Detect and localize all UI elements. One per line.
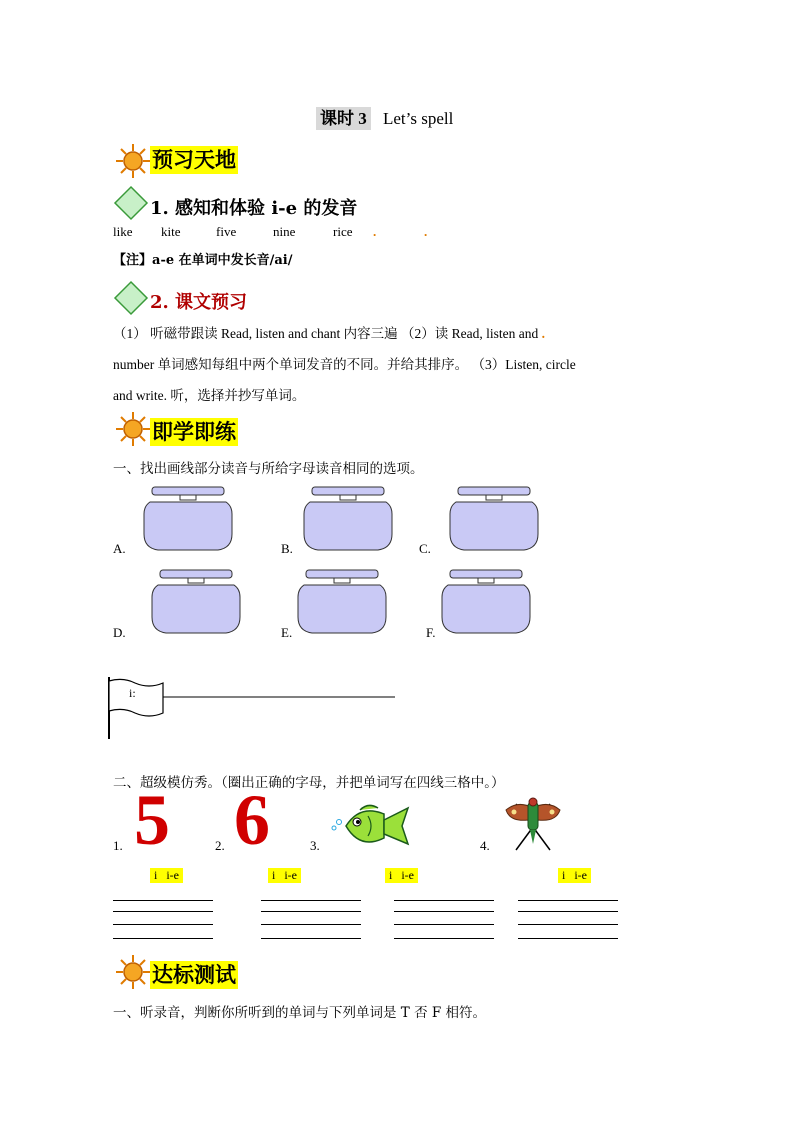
word-item: five <box>216 224 237 239</box>
writing-lines[interactable] <box>394 898 494 942</box>
sun-icon <box>114 142 152 180</box>
pic-number: 2. <box>215 838 225 853</box>
choice-option[interactable]: i <box>154 868 158 882</box>
pot-icon <box>448 484 540 554</box>
pic-number: 1. <box>113 838 123 853</box>
pot-icon <box>296 567 388 637</box>
section-heading-practice: 即学即练 <box>152 419 236 444</box>
option-label: F. <box>426 625 436 640</box>
word-item: like <box>113 224 133 239</box>
kite-icon <box>502 794 564 854</box>
digit-six: 6 <box>234 780 270 860</box>
option-label: E. <box>281 625 293 640</box>
option-label: C. <box>419 541 431 556</box>
lesson-number: 课时 3 <box>316 107 371 130</box>
word-item: nine <box>273 224 296 239</box>
word-dot: . <box>424 224 428 239</box>
diamond-icon <box>113 185 149 221</box>
choice-option[interactable]: i-e <box>401 868 414 882</box>
preview-item2-dot: . <box>541 326 545 341</box>
preview-item2-line2: number 单词感知每组中两个单词发音的不同。并给其排序。 （3）Listen, circle <box>113 357 576 372</box>
choice-option[interactable]: i-e <box>166 868 179 882</box>
option-label: B. <box>281 541 293 556</box>
writing-lines[interactable] <box>261 898 361 942</box>
section-heading-preview: 预习天地 <box>152 147 236 172</box>
pot-icon <box>440 567 532 637</box>
preview-item1-title: 1. 感知和体验 i-e 的发音 <box>150 198 358 219</box>
preview-item2-line1 <box>113 322 545 342</box>
preview-item2-title: 2. 课文预习 <box>150 292 248 313</box>
fish-icon <box>330 800 412 852</box>
flag-icon <box>105 675 405 741</box>
pic-number: 4. <box>480 838 490 853</box>
note <box>113 249 293 268</box>
option-label: D. <box>113 625 126 640</box>
practice-q1: 一、找出画线部分读音与所给字母读音相同的选项。 <box>113 461 424 477</box>
choice-pair[interactable] <box>558 868 591 883</box>
page-title <box>316 104 453 129</box>
sun-icon <box>114 410 152 448</box>
flag-label: i: <box>129 686 136 700</box>
option-label: A. <box>113 541 126 556</box>
choice-pair[interactable] <box>268 868 301 883</box>
test-q1: 一、听录音，判断你所听到的单词与下列单词是 T 否 F 相符。 <box>113 1005 487 1021</box>
sun-icon <box>114 953 152 991</box>
pot-icon <box>142 484 234 554</box>
choice-pair[interactable] <box>385 868 418 883</box>
choice-option[interactable]: i <box>272 868 276 882</box>
practice-q2: 二、超级模仿秀。（圈出正确的字母，并把单词写在四线三格中。） <box>113 775 505 791</box>
diamond-icon <box>113 280 149 316</box>
pic-number: 3. <box>310 838 320 853</box>
choice-option[interactable]: i <box>389 868 393 882</box>
preview-item2-line3: and write. 听，选择并抄写单词。 <box>113 388 306 403</box>
note-text: a-e 在单词中发长音/ai/ <box>152 253 293 268</box>
note-bracket: 【注】 <box>113 253 153 268</box>
pot-icon <box>150 567 242 637</box>
choice-pair[interactable] <box>150 868 183 883</box>
word-list <box>0 224 794 242</box>
preview-item2-line1-text: （1） 听磁带跟读 Read, listen and chant 内容三遍 （2）读 Read, listen and <box>113 326 539 341</box>
digit-five: 5 <box>134 780 170 860</box>
choice-option[interactable]: i-e <box>284 868 297 882</box>
word-item: rice <box>333 224 353 239</box>
section-heading-test: 达标测试 <box>152 962 236 987</box>
writing-lines[interactable] <box>113 898 213 942</box>
pot-icon <box>302 484 394 554</box>
writing-lines[interactable] <box>518 898 618 942</box>
choice-option[interactable]: i-e <box>574 868 587 882</box>
word-dot: . <box>373 224 377 239</box>
choice-option[interactable]: i <box>562 868 566 882</box>
lesson-name: Let’s spell <box>383 109 454 128</box>
word-item: kite <box>161 224 181 239</box>
